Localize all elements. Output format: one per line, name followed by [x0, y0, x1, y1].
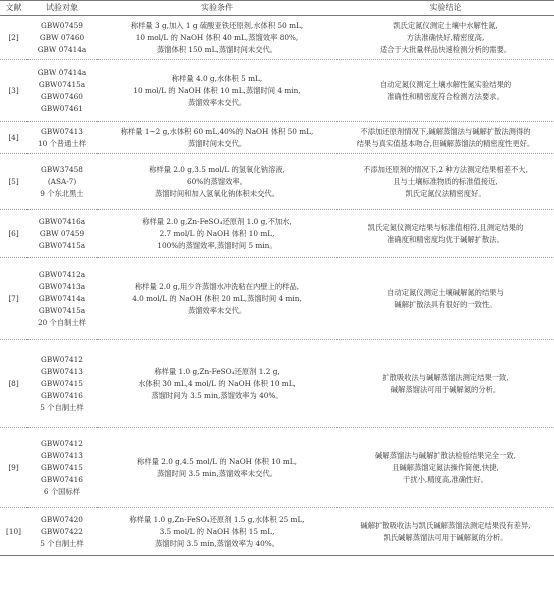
conclusion-line: 适合于大批量样品快速检测分析的需要。	[379, 44, 512, 54]
header-conditions: 实验条件	[97, 1, 337, 16]
subjects-line: GBW07413a	[38, 281, 86, 291]
subjects-line: GBW37458	[41, 164, 83, 174]
conclusion-line: 准确度和精密度均优于碱解扩散法。	[387, 234, 504, 244]
conclusion-cell	[337, 428, 554, 508]
conditions-cell	[97, 508, 337, 556]
conditions-cell	[97, 122, 337, 154]
conditions-line: 蒸馏时间为 3.5 min,蒸馏效率为 40%。	[151, 390, 283, 400]
subjects-line: GBW07412a	[38, 269, 86, 279]
conclusion-cell	[337, 60, 554, 122]
subjects-line: 5 个自制土样	[40, 538, 84, 548]
subjects-cell	[27, 340, 97, 428]
subjects-line: GBW07414a	[38, 293, 86, 303]
header-reference: 文献	[0, 1, 27, 16]
conclusion-line: 凯氏定氮仪法精密度好。	[405, 188, 486, 198]
subjects-line: GBW07415a	[38, 305, 86, 315]
subjects-line: GBW07413	[41, 126, 83, 136]
conclusion-cell	[337, 508, 554, 556]
table-row	[0, 258, 554, 340]
subjects-line: 5 个自制土样	[40, 402, 84, 412]
subjects-line: GBW07412	[41, 438, 83, 448]
subjects-line: 6 个国标样	[43, 486, 81, 496]
subjects-line: (ASA-7)	[47, 176, 77, 186]
conditions-cell	[97, 60, 337, 122]
conclusion-cell	[337, 16, 554, 60]
reference-cell: [8]	[0, 340, 27, 428]
conditions-line: 称样量 2.0 g,4.5 mol/L 的 NaOH 体积 10 mL,	[137, 456, 297, 466]
subjects-line: GBW07415	[41, 378, 83, 388]
reference-cell: [3]	[0, 60, 27, 122]
conditions-line: 称样量 4.0 g,水体积 5 mL,	[171, 73, 263, 83]
conditions-line: 100%的蒸馏效率,蒸馏时间 5 min。	[157, 240, 277, 250]
reference-cell: [7]	[0, 258, 27, 340]
conclusion-line: 碱解蒸馏法可用于碱解氮的分析。	[390, 384, 501, 394]
conditions-line: 水体积 30 mL,4 mol/L 的 NaOH 体积 10 mL,	[138, 378, 296, 388]
subjects-cell	[27, 16, 97, 60]
reference-cell: [9]	[0, 428, 27, 508]
subjects-line: GBW07416	[41, 390, 83, 400]
conditions-line: 称样量 1~2 g,水体积 60 mL,40%的 NaOH 体积 50 mL,	[120, 126, 314, 136]
conclusion-line: 且碱解蒸馏定氮法操作简便,快捷,	[392, 462, 499, 472]
table-row	[0, 60, 554, 122]
subjects-cell	[27, 258, 97, 340]
subjects-line: GBW 07460	[39, 32, 85, 42]
subjects-line: GBW07420	[41, 514, 83, 524]
subjects-line: GBW07416a	[38, 216, 86, 226]
conclusion-line: 且与土壤标准物质的标准值接近,	[393, 176, 498, 186]
conclusion-cell	[337, 258, 554, 340]
conditions-cell	[97, 154, 337, 210]
conditions-line: 10 mol/L 的 NaOH 体积 40 mL,蒸馏效率 80%,	[135, 32, 299, 42]
conditions-line: 蒸馏时间未交代。	[187, 138, 247, 148]
conditions-line: 蒸馏时间和加入氢氧化钠体积未交代。	[154, 188, 280, 198]
subjects-cell	[27, 122, 97, 154]
conclusion-line: 不添加还原剂情况下,碱解蒸馏法与碱解扩散法测得的	[360, 126, 531, 136]
conclusion-line: 自动定氮仪测定土壤碱解氮的结果与	[387, 287, 504, 297]
header-subjects: 试验对象	[27, 1, 97, 16]
subjects-cell	[27, 210, 97, 258]
conditions-line: 蒸馏时间 3.5 min,蒸馏效率未交代。	[156, 468, 278, 478]
table-row	[0, 16, 554, 60]
conditions-line: 4.0 mol/L 的 NaOH 体积 20 mL,蒸馏时间 4 min,	[132, 293, 302, 303]
subjects-line: GBW07412	[41, 354, 83, 364]
conditions-line: 称样量 3 g,加入 1 g 硫酸亚铁还原剂,水体积 50 mL,	[130, 20, 304, 30]
table-row	[0, 122, 554, 154]
conclusion-line: 碱解扩散吸收法与凯氏碱解蒸馏法测定结果没有差异,	[360, 520, 531, 530]
conditions-line: 60%的蒸馏效率。	[187, 176, 247, 186]
subjects-line: GBW07415a	[38, 79, 86, 89]
table-row	[0, 154, 554, 210]
conditions-line: 称样量 2.0 g,用少许蒸馏水冲洗粘在内壁上的样品,	[134, 281, 300, 291]
reference-cell: [4]	[0, 122, 27, 154]
conditions-cell	[97, 210, 337, 258]
conclusion-cell	[337, 122, 554, 154]
conditions-line: 10 mol/L 的 NaOH 体积 10 mL,蒸馏时间 4 min,	[133, 85, 301, 95]
subjects-line: GBW07459	[41, 20, 83, 30]
reference-cell: [5]	[0, 154, 27, 210]
conclusion-line: 碱解蒸馏法与碱解扩散法检验结果完全一致,	[375, 450, 516, 460]
subjects-cell	[27, 428, 97, 508]
conditions-line: 称样量 2.0 g,Zn-FeSO₄还原剂 1.0 g,不加水,	[142, 216, 292, 226]
subjects-line: 20 个自制土样	[37, 317, 87, 327]
subjects-line: GBW07460	[41, 91, 83, 101]
conditions-line: 3.5 mol/L 的 NaOH 体积 15 mL,	[159, 526, 275, 536]
table-row	[0, 210, 554, 258]
subjects-line: GBW 07459	[39, 228, 85, 238]
subjects-line: GBW07422	[41, 526, 83, 536]
subjects-line: 10 个普通土样	[37, 138, 87, 148]
subjects-cell	[27, 508, 97, 556]
conclusion-line: 凯氏碱解蒸馏法可用于碱解氮的分析。	[383, 532, 508, 542]
subjects-line: 9 个东北黑土	[40, 188, 84, 198]
subjects-cell	[27, 154, 97, 210]
subjects-line: GBW07461	[41, 103, 83, 113]
header-conclusion: 实验结论	[337, 1, 554, 16]
conclusion-cell	[337, 210, 554, 258]
conditions-cell	[97, 340, 337, 428]
subjects-line: GBW07415a	[38, 240, 86, 250]
subjects-line: GBW 07414a	[37, 67, 87, 77]
reference-cell: [6]	[0, 210, 27, 258]
conclusion-line: 自动定氮仪测定土壤水解性氮实验结果的	[379, 79, 512, 89]
reference-cell: [10]	[0, 508, 27, 556]
conclusion-line: 扩散吸收法与碱解蒸馏法测定结果一致,	[382, 372, 509, 382]
header-row	[0, 1, 554, 16]
conditions-line: 蒸馏效率未交代。	[187, 97, 247, 107]
conditions-line: 2.7 mol/L 的 NaOH 体积 10 mL,	[159, 228, 275, 238]
conclusion-line: 方法准确快好,精密度高,	[406, 32, 485, 42]
conditions-line: 蒸馏时间 3.5 min,蒸馏效率为 40%。	[154, 538, 280, 548]
table-row	[0, 428, 554, 508]
subjects-line: GBW07415	[41, 462, 83, 472]
table-row	[0, 508, 554, 556]
conclusion-line: 不添加还原剂的情况下,2 种方法测定结果相差不大,	[363, 164, 528, 174]
conditions-line: 蒸馏效率未交代。	[187, 305, 247, 315]
conclusion-line: 凯氏定氮仪测定土壤中水解性氮,	[393, 20, 498, 30]
conclusion-cell	[337, 154, 554, 210]
subjects-line: GBW07416	[41, 474, 83, 484]
conditions-cell	[97, 428, 337, 508]
conclusion-line: 凯氏定氮仪测定结果与标准值相符,且测定结果的	[367, 222, 524, 232]
conditions-cell	[97, 258, 337, 340]
conclusion-line: 结果与真实值基本吻合,但碱解蒸馏法的精密度性更好。	[356, 138, 535, 148]
conditions-line: 称样量 2.0 g,3.5 mol/L 的氢氧化钠溶液,	[149, 164, 285, 174]
conclusion-line: 准确性和精密度符合检测方法要求。	[387, 91, 504, 101]
conclusion-line: 干扰小,精度高,准确性好。	[403, 474, 488, 484]
subjects-line: GBW07413	[41, 366, 83, 376]
subjects-line: GBW07413	[41, 450, 83, 460]
conditions-line: 称样量 1.0 g,Zn-FeSO₄还原剂 1.2 g,	[154, 366, 280, 376]
subjects-cell	[27, 60, 97, 122]
conclusion-cell	[337, 340, 554, 428]
reference-cell: [2]	[0, 16, 27, 60]
conclusion-line: 碱解扩散法具有很好的一致性。	[394, 299, 497, 309]
conditions-line: 蒸馏体积 150 mL,蒸馏时间未交代。	[156, 44, 278, 54]
conditions-line: 称样量 1.0 g,Zn-FeSO₄还原剂 1.5 g,水体积 25 mL,	[129, 514, 305, 524]
table-row	[0, 340, 554, 428]
subjects-line: GBW 07414a	[37, 44, 87, 54]
conditions-cell	[97, 16, 337, 60]
